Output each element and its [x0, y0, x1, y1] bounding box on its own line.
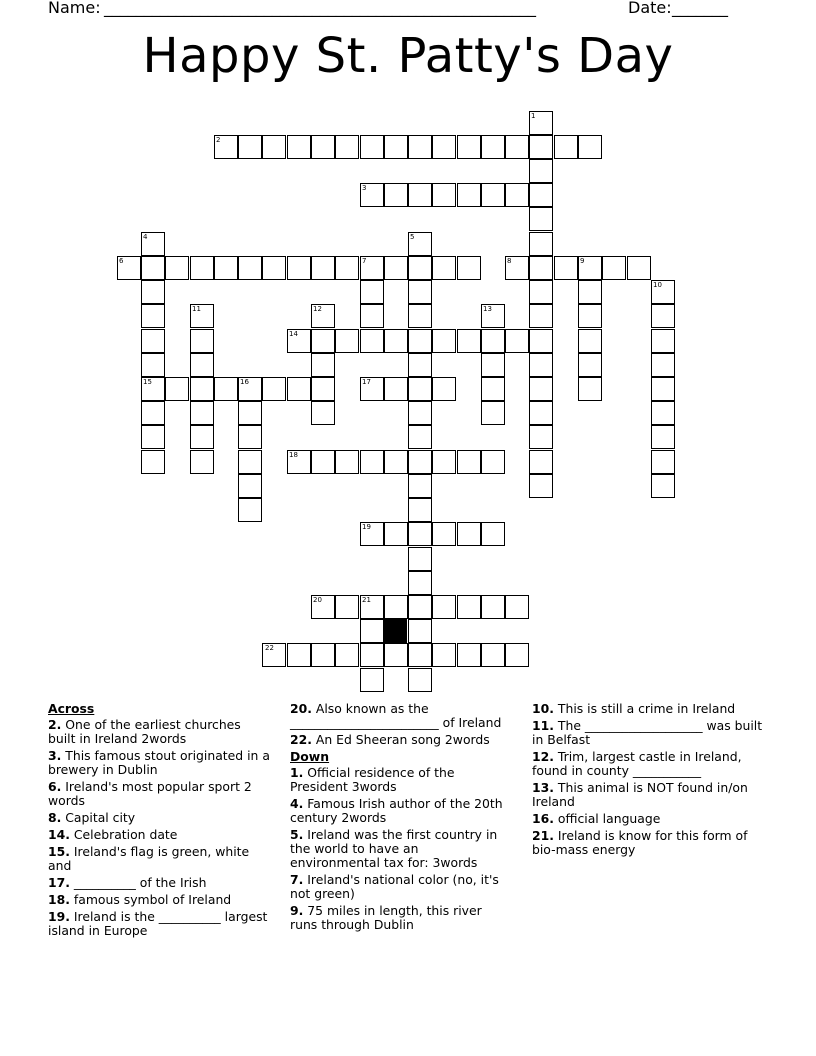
across-clue: 22. An Ed Sheeran song 2words — [290, 732, 490, 747]
grid-cell[interactable] — [190, 329, 214, 353]
grid-cell[interactable] — [165, 377, 189, 401]
grid-cell[interactable] — [505, 135, 529, 159]
grid-cell[interactable] — [457, 183, 481, 207]
grid-cell[interactable] — [481, 329, 505, 353]
grid-cell[interactable] — [384, 329, 408, 353]
grid-cell[interactable] — [408, 547, 432, 571]
grid-cell[interactable] — [262, 377, 286, 401]
grid-cell[interactable] — [311, 643, 335, 667]
grid-cell[interactable] — [578, 353, 602, 377]
grid-cell[interactable] — [651, 425, 675, 449]
grid-cell[interactable] — [214, 377, 238, 401]
grid-cell[interactable] — [311, 329, 335, 353]
grid-cell[interactable] — [408, 401, 432, 425]
grid-cell[interactable] — [529, 329, 553, 353]
grid-cell[interactable] — [287, 256, 311, 280]
grid-cell[interactable] — [408, 353, 432, 377]
grid-cell[interactable] — [529, 353, 553, 377]
grid-cell[interactable] — [481, 401, 505, 425]
grid-cell[interactable] — [141, 425, 165, 449]
grid-cell[interactable] — [384, 183, 408, 207]
grid-cell[interactable] — [335, 595, 359, 619]
grid-cell[interactable] — [287, 377, 311, 401]
grid-cell[interactable] — [529, 401, 553, 425]
grid-cell[interactable] — [384, 377, 408, 401]
grid-cell[interactable] — [651, 450, 675, 474]
grid-cell[interactable] — [432, 256, 456, 280]
grid-cell[interactable] — [214, 256, 238, 280]
grid-cell[interactable] — [287, 643, 311, 667]
grid-block — [383, 619, 407, 643]
clue-number: 22 — [265, 644, 274, 652]
grid-cell[interactable] — [529, 304, 553, 328]
grid-cell[interactable] — [384, 450, 408, 474]
grid-cell[interactable] — [651, 377, 675, 401]
grid-cell[interactable] — [408, 304, 432, 328]
date-line[interactable]: _______ — [672, 0, 728, 17]
grid-cell[interactable] — [651, 329, 675, 353]
grid-cell[interactable] — [578, 304, 602, 328]
clue-number: 18 — [289, 451, 298, 459]
clue-number: 12 — [313, 305, 322, 313]
grid-cell[interactable] — [238, 401, 262, 425]
grid-cell[interactable] — [578, 329, 602, 353]
down-clue: 12. Trim, largest castle in Ireland, found in county ___________ — [532, 749, 742, 778]
across-clue: 14. Celebration date — [48, 827, 178, 842]
clue-number: 8 — [507, 257, 512, 265]
date-label: Date: — [628, 0, 672, 17]
clue-number: 3 — [362, 184, 367, 192]
clue-number: 5 — [410, 233, 415, 241]
grid-cell[interactable] — [408, 522, 432, 546]
down-clue: 10. This is still a crime in Ireland — [532, 701, 736, 716]
clue-number: 7 — [362, 257, 367, 265]
grid-cell[interactable] — [311, 377, 335, 401]
grid-cell[interactable] — [408, 135, 432, 159]
grid-cell[interactable] — [408, 183, 432, 207]
grid-cell[interactable] — [238, 498, 262, 522]
grid-cell[interactable] — [238, 425, 262, 449]
page-title: Happy St. Patty's Day — [142, 28, 674, 84]
grid-cell[interactable] — [384, 595, 408, 619]
grid-cell[interactable] — [408, 643, 432, 667]
grid-cell[interactable] — [481, 595, 505, 619]
clue-number: 1 — [531, 112, 536, 120]
across-clue: 20. Also known as the ________________________ of Ireland — [290, 701, 502, 730]
down-clue: 7. Ireland's national color (no, it's not green) — [290, 872, 499, 901]
down-clue: 4. Famous Irish author of the 20th century 2words — [290, 796, 503, 825]
grid-cell[interactable] — [651, 474, 675, 498]
down-heading: Down — [290, 749, 330, 764]
grid-cell[interactable] — [529, 159, 553, 183]
grid-cell[interactable] — [408, 425, 432, 449]
grid-cell[interactable] — [529, 425, 553, 449]
grid-cell[interactable] — [238, 256, 262, 280]
clue-number: 16 — [240, 378, 249, 386]
grid-cell[interactable] — [627, 256, 651, 280]
grid-cell[interactable] — [457, 135, 481, 159]
grid-cell[interactable] — [287, 135, 311, 159]
clue-number: 17 — [362, 378, 371, 386]
grid-cell[interactable] — [408, 619, 432, 643]
grid-cell[interactable] — [311, 401, 335, 425]
grid-cell[interactable] — [554, 135, 578, 159]
grid-cell[interactable] — [360, 135, 384, 159]
grid-cell[interactable] — [360, 280, 384, 304]
grid-cell[interactable] — [238, 474, 262, 498]
name-label: Name: — [48, 0, 101, 17]
across-clue: 2. One of the earliest churches built in Ireland 2words — [48, 717, 241, 746]
grid-cell[interactable] — [408, 256, 432, 280]
grid-cell[interactable] — [384, 256, 408, 280]
grid-cell[interactable] — [481, 353, 505, 377]
clue-number: 6 — [119, 257, 124, 265]
grid-cell[interactable] — [190, 256, 214, 280]
grid-cell[interactable] — [408, 450, 432, 474]
grid-cell[interactable] — [529, 450, 553, 474]
grid-cell[interactable] — [360, 304, 384, 328]
grid-cell[interactable] — [529, 135, 553, 159]
grid-cell[interactable] — [529, 474, 553, 498]
grid-cell[interactable] — [360, 643, 384, 667]
grid-cell[interactable] — [360, 450, 384, 474]
grid-cell[interactable] — [190, 353, 214, 377]
grid-cell[interactable] — [578, 377, 602, 401]
grid-cell[interactable] — [457, 522, 481, 546]
grid-cell[interactable] — [432, 135, 456, 159]
grid-cell[interactable] — [529, 232, 553, 256]
grid-cell[interactable] — [190, 425, 214, 449]
grid-cell[interactable] — [578, 135, 602, 159]
grid-cell[interactable] — [529, 280, 553, 304]
grid-cell[interactable] — [408, 668, 432, 692]
grid-cell[interactable] — [481, 450, 505, 474]
across-clue: 18. famous symbol of Ireland — [48, 892, 232, 907]
grid-cell[interactable] — [335, 643, 359, 667]
grid-cell[interactable] — [384, 522, 408, 546]
grid-cell[interactable] — [432, 450, 456, 474]
grid-cell[interactable] — [165, 256, 189, 280]
across-clue: 8. Capital city — [48, 810, 136, 825]
down-clue: 16. official language — [532, 811, 661, 826]
clues-column-2 — [290, 702, 512, 935]
grid-cell[interactable] — [505, 183, 529, 207]
grid-cell[interactable] — [481, 135, 505, 159]
grid-cell[interactable] — [457, 595, 481, 619]
down-clue: 11. The ___________________ was built in Belfast — [532, 718, 763, 747]
grid-cell[interactable] — [311, 450, 335, 474]
grid-cell[interactable] — [408, 280, 432, 304]
across-clue: 17. __________ of the Irish — [48, 875, 207, 890]
across-heading: Across — [48, 701, 95, 716]
across-clue: 19. Ireland is the __________ largest island in Europe — [48, 909, 268, 938]
grid-cell[interactable] — [190, 450, 214, 474]
grid-cell[interactable] — [262, 135, 286, 159]
down-clue: 1. Official residence of the President 3words — [290, 765, 455, 794]
grid-cell[interactable] — [457, 329, 481, 353]
clues-column-1 — [48, 702, 270, 941]
grid-cell[interactable] — [360, 619, 384, 643]
grid-cell[interactable] — [335, 135, 359, 159]
grid-cell[interactable] — [311, 135, 335, 159]
grid-cell[interactable] — [335, 329, 359, 353]
grid-cell[interactable] — [481, 522, 505, 546]
grid-cell[interactable] — [529, 377, 553, 401]
down-clue: 9. 75 miles in length, this river runs through Dublin — [290, 903, 482, 932]
grid-cell[interactable] — [505, 595, 529, 619]
grid-cell[interactable] — [529, 183, 553, 207]
clue-number: 11 — [192, 305, 201, 313]
grid-cell[interactable] — [408, 498, 432, 522]
grid-cell[interactable] — [141, 353, 165, 377]
across-clue: 6. Ireland's most popular sport 2 words — [48, 779, 252, 808]
across-clue: 15. Ireland's flag is green, white and — [48, 844, 250, 873]
grid-cell[interactable] — [238, 450, 262, 474]
grid-cell[interactable] — [529, 256, 553, 280]
grid-cell[interactable] — [651, 304, 675, 328]
grid-cell[interactable] — [384, 135, 408, 159]
grid-cell[interactable] — [311, 353, 335, 377]
clue-number: 20 — [313, 596, 322, 604]
grid-cell[interactable] — [141, 256, 165, 280]
grid-cell[interactable] — [408, 329, 432, 353]
grid-cell[interactable] — [408, 595, 432, 619]
grid-cell[interactable] — [529, 207, 553, 231]
clue-number: 13 — [483, 305, 492, 313]
clue-number: 19 — [362, 523, 371, 531]
grid-cell[interactable] — [481, 377, 505, 401]
grid-cell[interactable] — [432, 183, 456, 207]
grid-cell[interactable] — [141, 450, 165, 474]
grid-cell[interactable] — [311, 256, 335, 280]
grid-cell[interactable] — [457, 643, 481, 667]
clue-number: 4 — [143, 233, 148, 241]
grid-cell[interactable] — [262, 256, 286, 280]
grid-cell[interactable] — [141, 329, 165, 353]
clue-number: 10 — [653, 281, 662, 289]
grid-cell[interactable] — [190, 401, 214, 425]
grid-cell[interactable] — [360, 329, 384, 353]
grid-cell[interactable] — [141, 401, 165, 425]
grid-cell[interactable] — [505, 643, 529, 667]
grid-cell[interactable] — [238, 135, 262, 159]
grid-cell[interactable] — [141, 280, 165, 304]
grid-cell[interactable] — [408, 474, 432, 498]
clue-number: 15 — [143, 378, 152, 386]
grid-cell[interactable] — [335, 450, 359, 474]
grid-cell[interactable] — [190, 377, 214, 401]
clues-column-3 — [532, 702, 768, 860]
grid-cell[interactable] — [481, 183, 505, 207]
down-clue: 13. This animal is NOT found in/on Ireland — [532, 780, 748, 809]
grid-cell[interactable] — [432, 329, 456, 353]
grid-cell[interactable] — [651, 401, 675, 425]
grid-cell[interactable] — [457, 450, 481, 474]
grid-cell[interactable] — [432, 595, 456, 619]
clue-number: 9 — [580, 257, 585, 265]
clue-number: 14 — [289, 330, 298, 338]
grid-cell[interactable] — [554, 256, 578, 280]
clue-number: 21 — [362, 596, 371, 604]
grid-cell[interactable] — [384, 643, 408, 667]
grid-cell[interactable] — [432, 643, 456, 667]
grid-cell[interactable] — [432, 522, 456, 546]
grid-cell[interactable] — [578, 280, 602, 304]
grid-cell[interactable] — [602, 256, 626, 280]
grid-cell[interactable] — [360, 668, 384, 692]
down-clue: 21. Ireland is know for this form of bio-mass energy — [532, 828, 748, 857]
grid-cell[interactable] — [457, 256, 481, 280]
grid-cell[interactable] — [481, 643, 505, 667]
grid-cell[interactable] — [505, 329, 529, 353]
grid-cell[interactable] — [651, 353, 675, 377]
clue-number: 2 — [216, 136, 221, 144]
grid-cell[interactable] — [432, 377, 456, 401]
down-clue: 5. Ireland was the first country in the world to have an environmental tax for: 3words — [290, 827, 498, 870]
grid-cell[interactable] — [141, 304, 165, 328]
grid-cell[interactable] — [408, 571, 432, 595]
grid-cell[interactable] — [408, 377, 432, 401]
grid-cell[interactable] — [335, 256, 359, 280]
across-clue: 3. This famous stout originated in a brewery in Dublin — [48, 748, 270, 777]
name-line[interactable]: ______________________________________________________ — [104, 0, 536, 17]
